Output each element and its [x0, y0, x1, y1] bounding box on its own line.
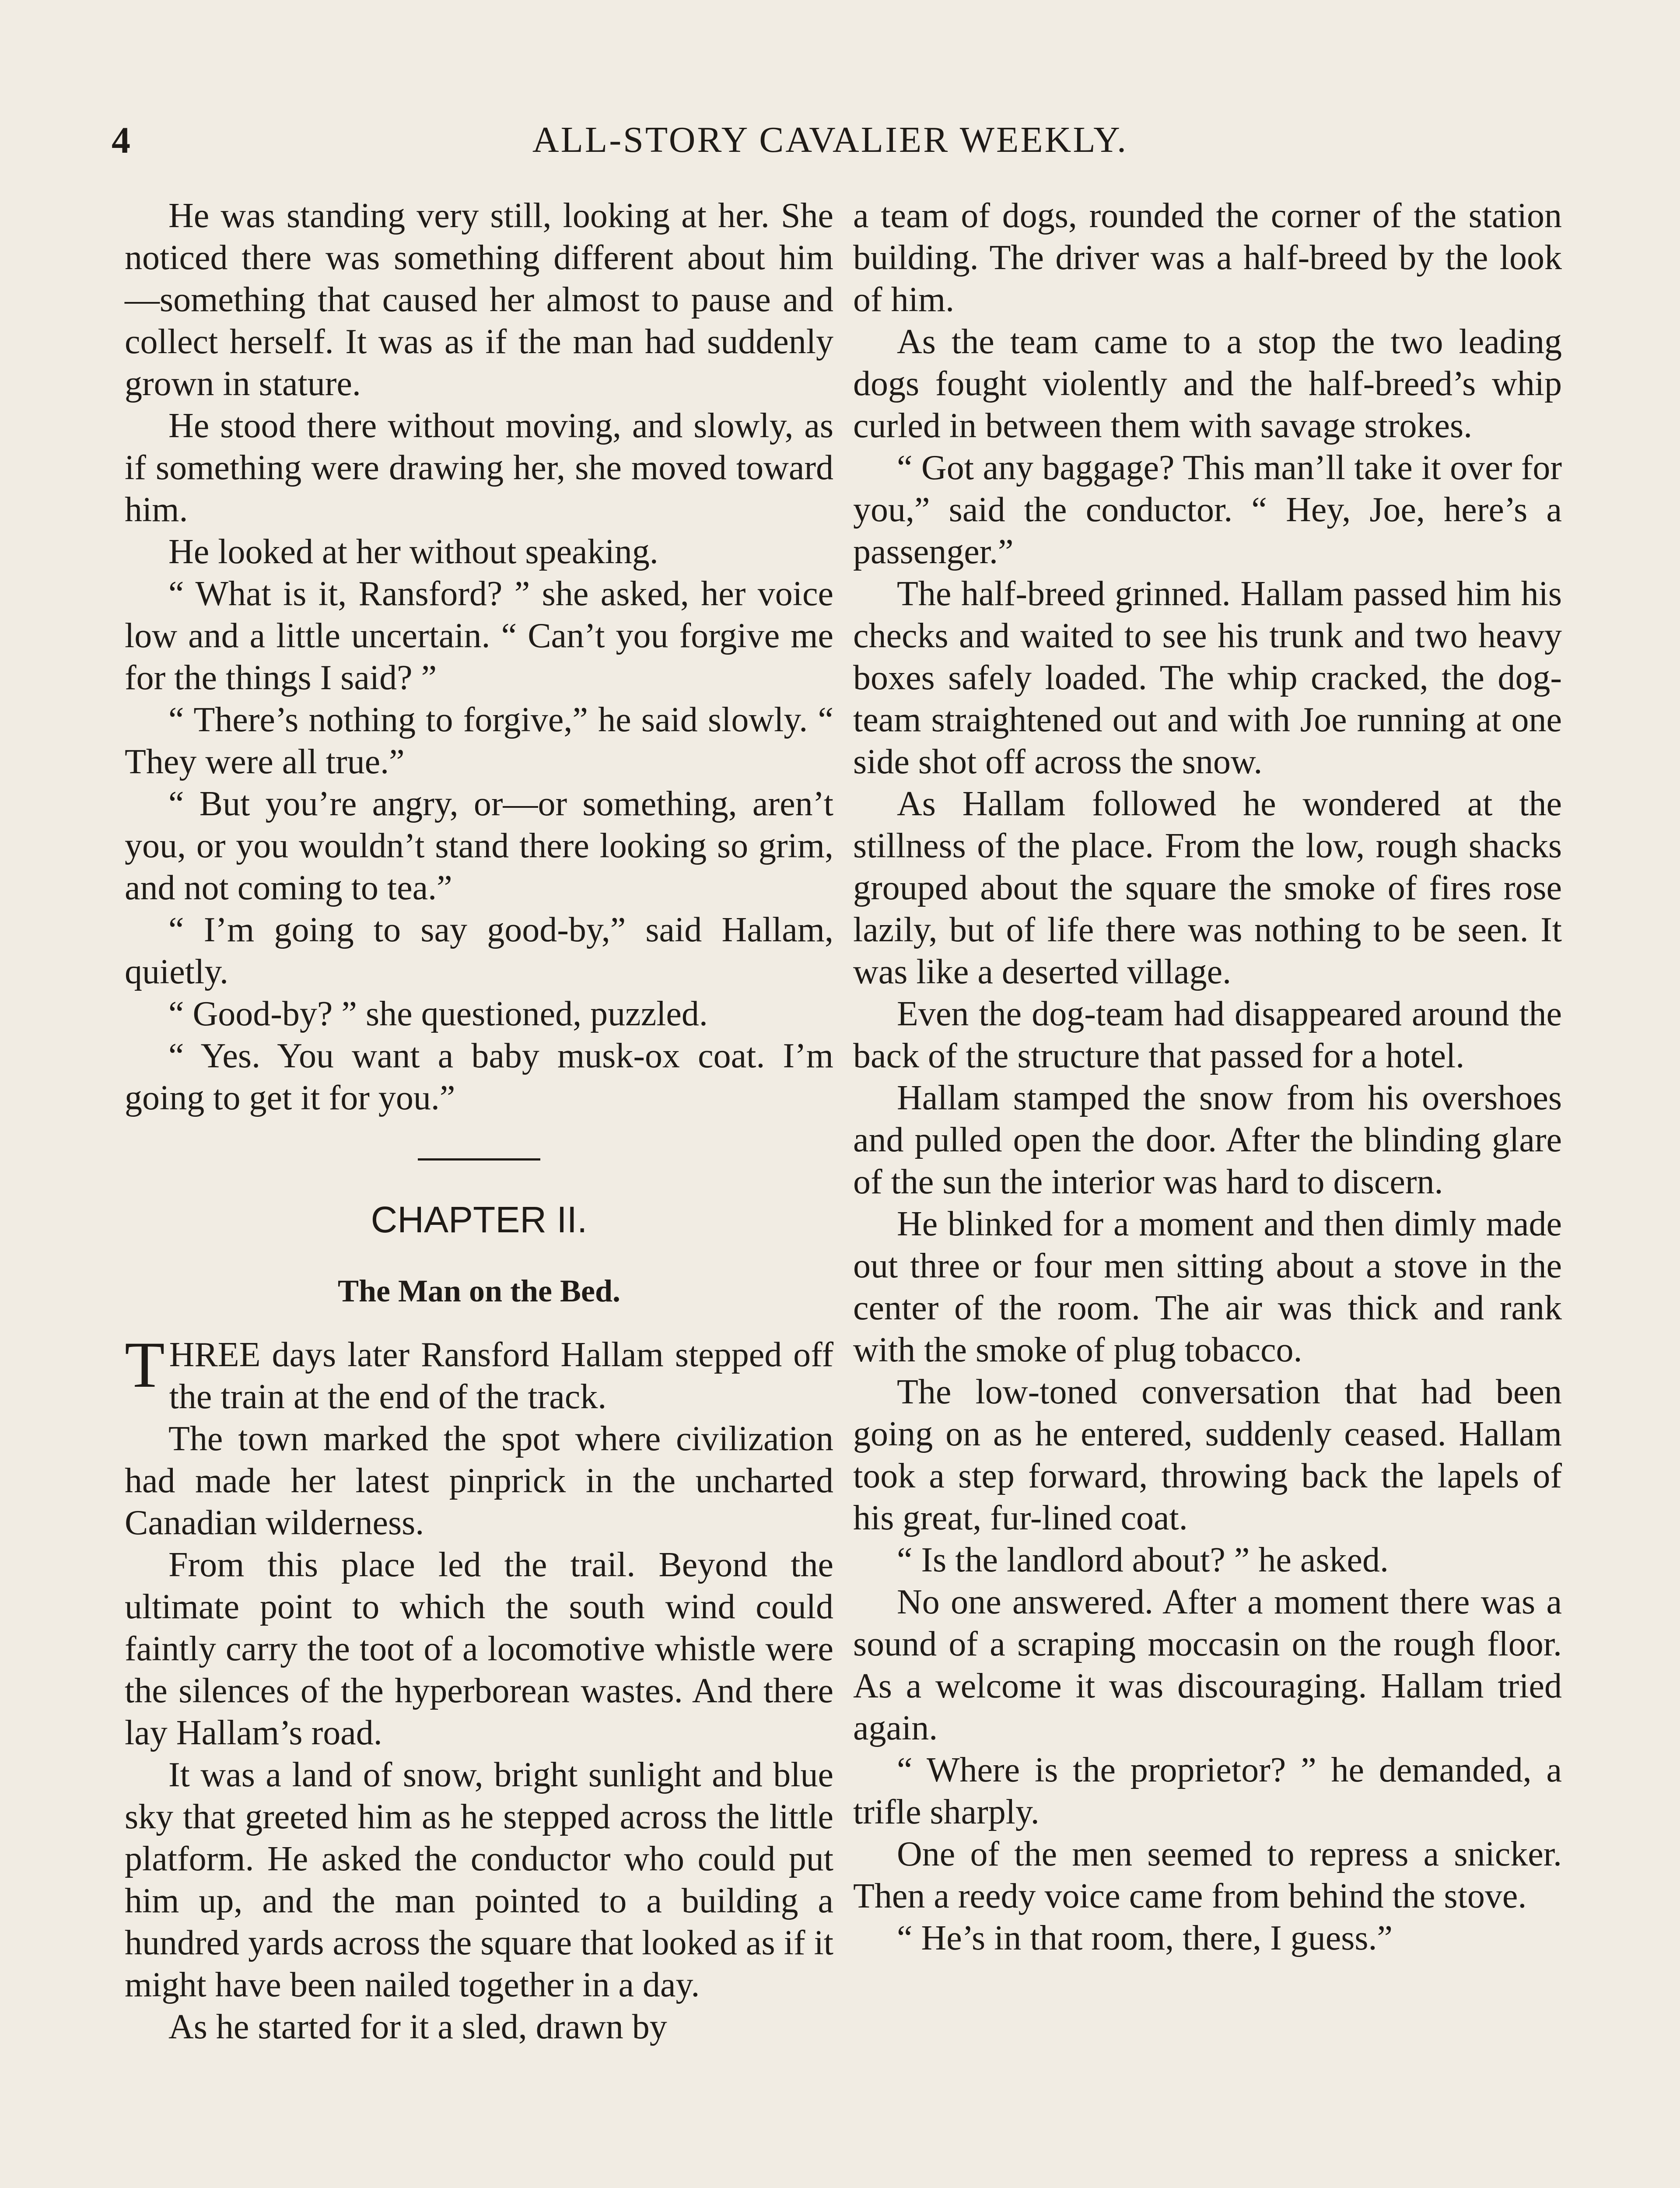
- paragraph: No one answered. After a moment there was a sound of a scraping moccasin on the rough floor. As a welcome it was discouraging. Hallam tried again.: [853, 1583, 1562, 1747]
- paragraph: As he started for it a sled, drawn by: [168, 2008, 667, 2046]
- section-divider: [418, 1158, 540, 1161]
- paragraph: He looked at her without speaking.: [168, 533, 658, 571]
- paragraph: a team of dogs, rounded the corner of the station building. The driver was a half-breed by the look of him.: [853, 196, 1562, 319]
- paragraph: From this place led the trail. Beyond the ultimate point to which the south wind could faintly carry the toot of a locomotive whistle were the silences of the hyperborean wastes. And there lay Hallam’s road.: [125, 1546, 833, 1752]
- left-column: [125, 195, 833, 2048]
- paragraph: He was standing very still, looking at her. She noticed there was something different about him—something that caused her almost to pause and collect herself. It was as if the man had suddenly grown in stature.: [125, 196, 833, 403]
- drop-cap: T: [125, 1329, 165, 1401]
- right-column: [853, 195, 1562, 1959]
- paragraph: As the team came to a stop the two leading dogs fought violently and the half-breed’s whip curled in between them with savage strokes.: [853, 323, 1562, 445]
- paragraph: The town marked the spot where civilization had made her latest pinprick in the uncharted Canadian wilderness.: [125, 1420, 833, 1542]
- paragraph: Hallam stamped the snow from his overshoes and pulled open the door. After the blinding glare of the sun the interior was hard to discern.: [853, 1079, 1562, 1201]
- paragraph: “ Is the landlord about? ” he asked.: [897, 1541, 1389, 1579]
- paragraph: The half-breed grinned. Hallam passed him his checks and waited to see his trunk and two heavy boxes safely loaded. The whip cracked, the dog-team straightened out and with Joe running at one side shot off across the snow.: [853, 575, 1562, 781]
- chapter-heading: CHAPTER II.: [371, 1199, 588, 1240]
- chapter-subtitle: The Man on the Bed.: [337, 1273, 621, 1308]
- paragraph: “ Got any baggage? This man’ll take it over for you,” said the conductor. “ Hey, Joe, here’s a passenger.”: [853, 449, 1562, 571]
- paragraph: “ There’s nothing to forgive,” he said slowly. “ They were all true.”: [125, 701, 833, 781]
- paragraph: “ What is it, Ransford? ” she asked, her voice low and a little uncertain. “ Can’t you forgive me for the things I said? ”: [125, 575, 833, 697]
- paragraph: Even the dog-team had disappeared around the back of the structure that passed for a hotel.: [853, 995, 1562, 1075]
- paragraph: He blinked for a moment and then dimly made out three or four men sitting about a stove in the center of the room. The air was thick and rank with the smoke of plug tobacco.: [853, 1205, 1562, 1369]
- paragraph: “ I’m going to say good-by,” said Hallam, quietly.: [125, 911, 833, 991]
- paragraph: “ Yes. You want a baby musk-ox coat. I’m going to get it for you.”: [125, 1037, 833, 1117]
- paragraph: “ He’s in that room, there, I guess.”: [897, 1919, 1393, 1957]
- paragraph: He stood there without moving, and slowly, as if something were drawing her, she moved toward him.: [125, 407, 833, 529]
- paragraph: One of the men seemed to repress a snicker. Then a reedy voice came from behind the stove.: [853, 1835, 1562, 1915]
- paragraph: It was a land of snow, bright sunlight and blue sky that greeted him as he stepped across the little platform. He asked the conductor who could put him up, and the man pointed to a building a hundred yards across the square that looked as if it might have been nailed together in a day.: [125, 1756, 833, 2004]
- paragraph: “ But you’re angry, or—or something, aren’t you, or you wouldn’t stand there looking so grim, and not coming to tea.”: [125, 785, 833, 907]
- paragraph: As Hallam followed he wondered at the stillness of the place. From the low, rough shacks grouped about the square the smoke of fires rose lazily, but of life there was nothing to be seen. It was like a deserted village.: [853, 785, 1562, 991]
- paragraph: “ Where is the proprietor? ” he demanded, a trifle sharply.: [853, 1751, 1562, 1831]
- chapter-opening-paragraph: [125, 1329, 833, 1418]
- paragraph-text: HREE days later Ransford Hallam stepped off the train at the end of the track.: [169, 1336, 833, 1416]
- paragraph: The low-toned conversation that had been going on as he entered, suddenly ceased. Hallam took a step forward, throwing back the lapels of his great, fur-lined coat.: [853, 1373, 1562, 1537]
- paragraph: “ Good-by? ” she questioned, puzzled.: [168, 995, 708, 1033]
- page-header: [112, 112, 1549, 168]
- running-title: ALL-STORY CAVALIER WEEKLY.: [532, 119, 1128, 160]
- page-number: 4: [112, 119, 130, 161]
